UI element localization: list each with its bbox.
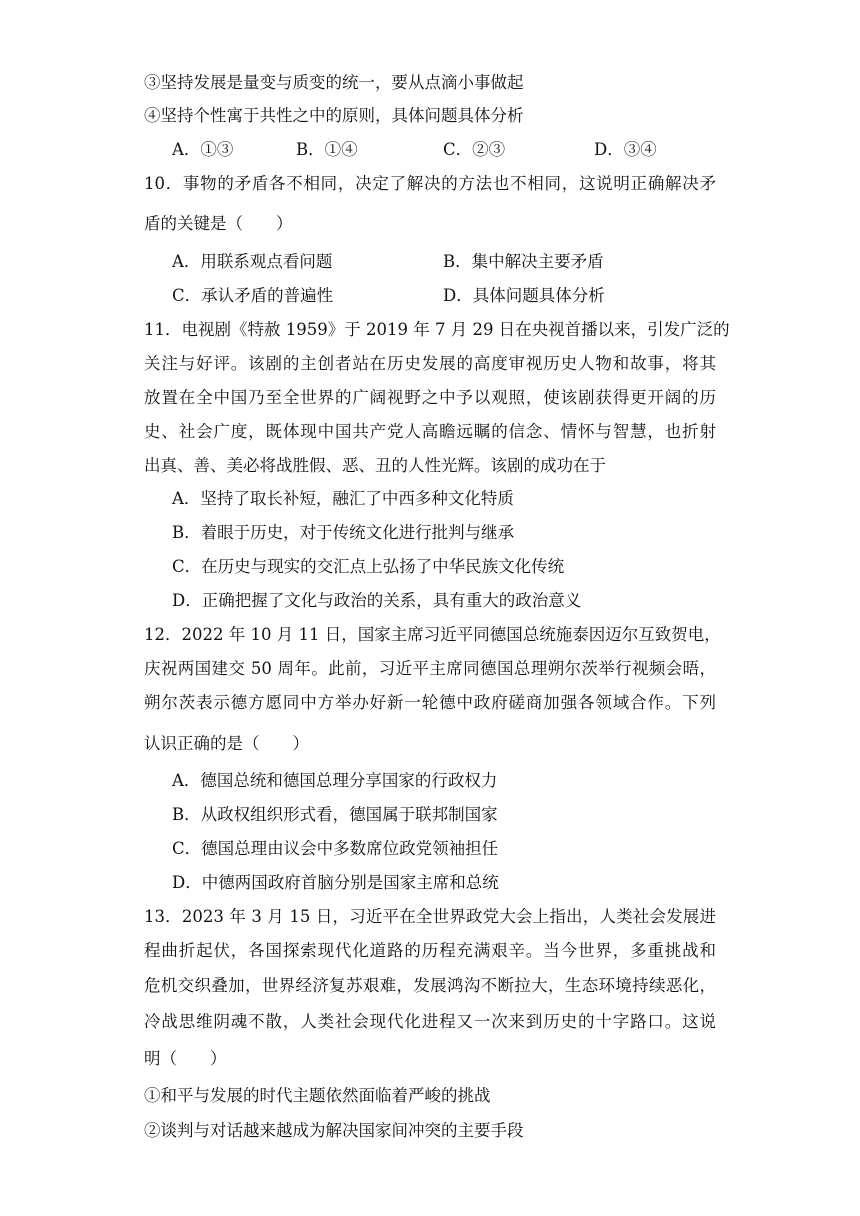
q12-option-d: D．中德两国政府首脑分别是国家主席和总统 (172, 873, 499, 892)
q9-option-d: D．③④ (594, 140, 657, 159)
q12-option-c: C．德国总理由议会中多数席位政党领袖担任 (172, 839, 499, 858)
q13-statement-1: ①和平与发展的时代主题依然面临着严峻的挑战 (144, 1086, 491, 1105)
q11-option-c: C．在历史与现实的交汇点上弘扬了中华民族文化传统 (172, 557, 565, 576)
q13-stem-line-5: 明（ ） (144, 1049, 227, 1068)
q11-stem-line-4: 史、社会广度，既体现中国共产党人高瞻远瞩的信念、情怀与智慧，也折射 (144, 422, 716, 441)
q11-option-d: D．正确把握了文化与政治的关系，具有重大的政治意义 (172, 591, 582, 610)
q13-stem-line-1: 13．2023 年 3 月 15 日，习近平在全世界政党大会上指出，人类社会发展进 (144, 907, 716, 926)
q10-option-c: C．承认矛盾的普遍性 (172, 286, 334, 305)
q11-option-b: B．着眼于历史，对于传统文化进行批判与继承 (172, 523, 515, 542)
q10-option-d: D．具体问题具体分析 (443, 286, 605, 305)
q10-option-a: A．用联系观点看问题 (172, 252, 333, 271)
q9-option-a: A．①③ (172, 140, 234, 159)
q12-stem-line-1: 12．2022 年 10 月 11 日，国家主席习近平同德国总统施泰因迈尔互致贺电， (144, 625, 721, 644)
q10-stem-line-1: 10．事物的矛盾各不相同，决定了解决的方法也不相同，这说明正确解决矛 (144, 174, 716, 193)
q12-option-a: A．德国总统和德国总理分享国家的行政权力 (172, 771, 498, 790)
q11-option-a: A．坚持了取长补短，融汇了中西多种文化特质 (172, 489, 514, 508)
q12-stem-line-3: 朔尔茨表示德方愿同中方举办好新一轮德中政府磋商加强各领域合作。下列 (144, 693, 716, 712)
q11-stem-line-3: 放置在全中国乃至全世界的广阔视野之中予以观照，使该剧获得更开阔的历 (144, 388, 716, 407)
q9-statement-3: ③坚持发展是量变与质变的统一，要从点滴小事做起 (144, 73, 524, 92)
q13-stem-line-2: 程曲折起伏，各国探索现代化道路的历程充满艰辛。当今世界，多重挑战和 (144, 941, 716, 960)
q10-option-b: B．集中解决主要矛盾 (443, 252, 604, 271)
q11-stem-line-5: 出真、善、美必将战胜假、恶、丑的人性光辉。该剧的成功在于 (144, 456, 606, 475)
q11-stem-line-1: 11．电视剧《特赦 1959》于 2019 年 7 月 29 日在央视首播以来，引发广泛的 (144, 320, 730, 339)
q11-stem-line-2: 关注与好评。该剧的主创者站在历史发展的高度审视历史人物和故事，将其 (144, 354, 716, 373)
q12-option-b: B．从政权组织形式看，德国属于联邦制国家 (172, 805, 498, 824)
q9-option-b: B．①④ (296, 140, 358, 159)
q13-stem-line-3: 危机交织叠加，世界经济复苏艰难，发展鸿沟不断拉大，生态环境持续恶化， (144, 976, 716, 995)
q13-stem-line-4: 冷战思维阴魂不散，人类社会现代化进程又一次来到历史的十字路口。这说 (144, 1012, 716, 1031)
q10-stem-line-2: 盾的关键是（ ） (144, 214, 293, 233)
q9-option-c: C．②③ (443, 140, 506, 159)
q9-statement-4: ④坚持个性寓于共性之中的原则，具体问题具体分析 (144, 106, 524, 125)
q13-statement-2: ②谈判与对话越来越成为解决国家间冲突的主要手段 (144, 1121, 524, 1140)
q12-stem-line-4: 认识正确的是（ ） (144, 734, 309, 753)
q12-stem-line-2: 庆祝两国建交 50 周年。此前，习近平主席同德国总理朔尔茨举行视频会晤， (144, 659, 716, 678)
